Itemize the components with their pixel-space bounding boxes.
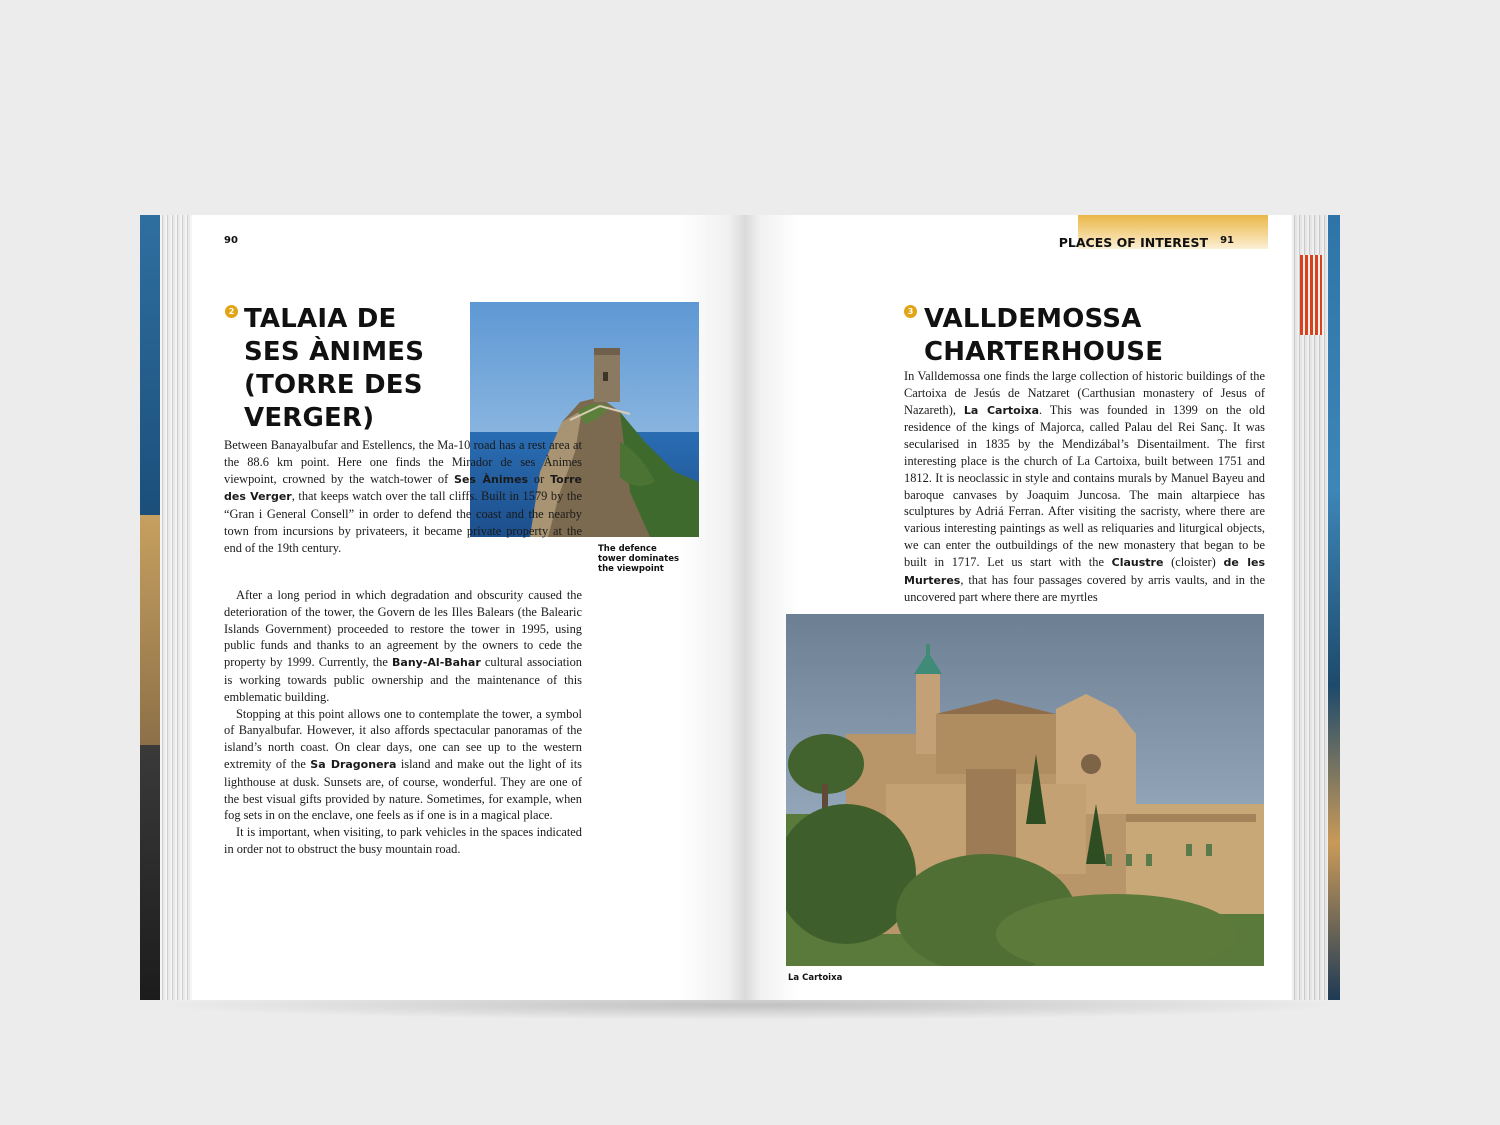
run-bold: de les Murteres: [904, 555, 1265, 587]
run: or: [528, 471, 551, 486]
edge-strip-dark: [140, 745, 160, 1000]
cartoixa-photo-caption: La Cartoixa: [788, 973, 843, 983]
run-bold: La Cartoixa: [963, 403, 1039, 417]
page-title-left: [244, 303, 474, 435]
run: Stopping at this point allows one to contemplate the tower, a symbol of Banyalbufar. However, it also affords spectacular panoramas of the island’s north coast. On clear days, one can see up to the western extremity of the: [224, 706, 582, 771]
page-title-right: [924, 303, 1244, 369]
left-page: [192, 215, 744, 1000]
running-head-band: [1058, 215, 1268, 250]
run: It is important, when visiting, to park vehicles in the spaces indicated in order not to obstruct the busy mountain road.: [224, 825, 582, 856]
right-body-text: [904, 368, 1265, 606]
run: island and make out the light of its lighthouse at dusk. Sunsets are, of course, wonderful. They are one of the best visual gifts provided by nature. Sometimes, for example, when fog sets in on the enclave, one feels as if one is in a magical place.: [224, 756, 582, 823]
title-line: SES ÀNIMES: [244, 337, 425, 367]
edge-strip-blue: [1328, 215, 1340, 1000]
run: Between Banayalbufar and Estellencs, the Ma-10 road has a rest area at the 88.6 km point. Here one finds the Mirador de ses Ànimes viewpoint, crowned by the watch-tower of: [224, 438, 582, 486]
run-bold: Bany-Al-Bahar: [392, 656, 481, 670]
left-body-text: [224, 587, 582, 858]
paragraph: [224, 824, 582, 858]
edge-strip-sea: [140, 215, 160, 515]
cartoixa-photo: [786, 614, 1264, 966]
paragraph: [224, 587, 582, 706]
run-bold: Claustre: [1111, 555, 1164, 569]
paragraph: [904, 368, 1265, 606]
cartoixa-photo-svg: [786, 614, 1264, 966]
left-page-edges: [140, 215, 192, 1000]
edge-strip-sand: [140, 515, 160, 745]
open-book: [140, 215, 1340, 1005]
section-badge-right: 3: [904, 305, 917, 318]
page-number-left: 90: [224, 235, 238, 246]
right-page: [744, 215, 1292, 1000]
page-number-right: 91: [1220, 235, 1234, 246]
tower-photo-caption: The defence tower dominates the viewpoint: [598, 544, 680, 574]
run: . This was founded in 1399 on the old residence of the kings of Majorca, called Palau del Rei Sanç. It was secularised in 1835 by the Mendizábal’s Disentailment. The first interesting place is the church of La Cartoixa, built between 1751 and 1812. It is neoclassic in style and contains murals by Manuel Bayeu and baroque canvases by Joaquim Juncosa. The main altarpiece has sculptures by Adriá Ferran. After visiting the sacristy, where there are various interesting paintings as well as reliquaries and liturgical objects, we can enter the outbuildings of the new monastery that began to be built in 1717. Let us start with the: [904, 402, 1265, 569]
title-line: (TORRE DES: [244, 370, 423, 400]
run: , that keeps watch over the tall cliffs. Built in 1579 by the “Gran i General Consell” in order to defend the coast and the nearby town from incursions by privateers, it became private property at the end of the 19th century.: [224, 489, 582, 555]
run: (cloister): [1163, 554, 1224, 569]
running-head: PLACES OF INTEREST: [1058, 235, 1208, 250]
paragraph: [224, 706, 582, 825]
right-page-edges: [1292, 215, 1340, 1000]
edge-strip-orange: [1300, 255, 1322, 335]
run-bold: Torre des Verger: [224, 472, 582, 504]
title-line: CHARTERHOUSE: [924, 337, 1164, 367]
title-line: TALAIA DE: [244, 304, 397, 334]
run-bold: Sa Dragonera: [310, 757, 397, 771]
title-line: VALLDEMOSSA: [924, 304, 1142, 334]
run: cultural association is working towards public ownership and the maintenance of this emblematic building.: [224, 655, 582, 704]
run: , that has four passages covered by arris vaults, and in the uncovered part where there are myrtles: [904, 572, 1265, 605]
section-badge-left: 2: [225, 305, 238, 318]
run-bold: Ses Ànimes: [454, 472, 529, 486]
run: In Valldemossa one finds the large collection of historic buildings of the Cartoixa de Jesús de Natzaret (Carthusian monastery of Jesus of Nazareth),: [904, 369, 1265, 417]
left-body-text-wrap: [224, 437, 582, 557]
title-line: VERGER): [244, 403, 375, 433]
run: After a long period in which degradation and obscurity caused the deterioration of the tower, the Govern de les Illes Balears (the Balearic Islands Government) proceeded to restore the tower in 1995, using public funds and thanks to an agreement by the owners to cede the property by 1999. Currently, the: [224, 588, 582, 670]
paragraph: [224, 437, 582, 557]
